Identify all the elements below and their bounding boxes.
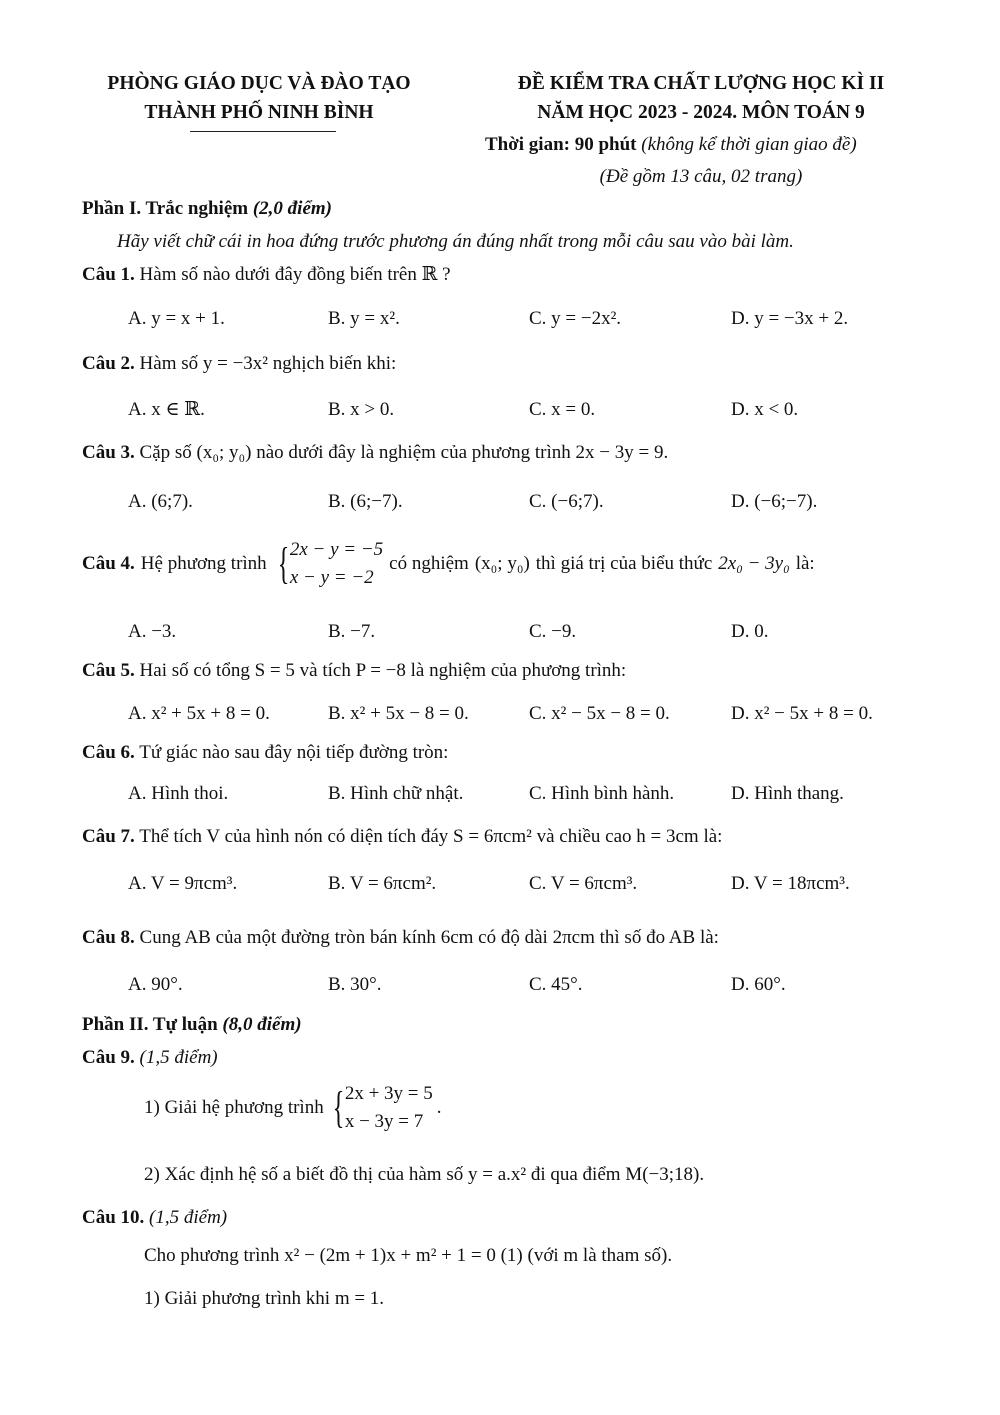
q8-option-d: D. 60°. [731,974,786,995]
question-6: Câu 6. Tứ giác nào sau đây nội tiếp đường tròn: [82,742,449,763]
q3-option-d: D. (−6;−7). [731,491,818,512]
q2-option-a: A. x ∈ ℝ. [128,399,205,420]
q6-option-c: C. Hình bình hành. [529,783,675,804]
q1-option-d: D. y = −3x + 2. [731,308,849,329]
q5-option-b: B. x² + 5x − 8 = 0. [328,703,469,724]
q6-option-b: B. Hình chữ nhật. [328,783,464,804]
exam-time: Thời gian: 90 phút (không kể thời gian giao đề) [485,134,857,155]
q9-item-1: 1) Giải hệ phương trình { 2x + 3y = 5 x − 3y = 7 . [144,1080,442,1135]
q5-option-c: C. x² − 5x − 8 = 0. [529,703,670,724]
question-7: Câu 7. Thể tích V của hình nón có diện tích đáy S = 6πcm² và chiều cao h = 3cm là: [82,826,723,847]
question-1: Câu 1. Hàm số nào dưới đây đồng biến trên ℝ ? [82,264,451,285]
question-4: Câu 4. Hệ phương trình { 2x − y = −5 x − y = −2 có nghiệm (x₀; y₀) thì giá trị của biểu thức 2x₀ − 3y₀ là: [82,536,815,591]
school-dept-line2: THÀNH PHỐ NINH BÌNH [144,102,374,123]
q4-option-b: B. −7. [328,621,376,642]
q8-option-c: C. 45°. [529,974,583,995]
header-underline [190,131,336,132]
q4-option-a: A. −3. [128,621,177,642]
q2-option-b: B. x > 0. [328,399,395,420]
q1-option-c: C. y = −2x². [529,308,622,329]
q10-intro: Cho phương trình x² − (2m + 1)x + m² + 1 = 0 (1) (với m là tham số). [144,1245,673,1266]
question-3: Câu 3. Cặp số (x₀; y₀) nào dưới đây là nghiệm của phương trình 2x − 3y = 9. [82,442,669,463]
q7-option-d: D. V = 18πcm³. [731,873,850,894]
q8-option-a: A. 90°. [128,974,183,995]
q2-option-d: D. x < 0. [731,399,799,420]
exam-pages: (Đề gồm 13 câu, 02 trang) [599,166,803,187]
question-5: Câu 5. Hai số có tổng S = 5 và tích P = −8 là nghiệm của phương trình: [82,660,627,681]
q7-option-a: A. V = 9πcm³. [128,873,238,894]
part1-instruction: Hãy viết chữ cái in hoa đứng trước phương án đúng nhất trong mỗi câu sau vào bài làm. [117,231,794,252]
question-9: Câu 9. (1,5 điểm) [82,1047,218,1068]
q10-item-1: 1) Giải phương trình khi m = 1. [144,1288,385,1309]
q3-option-a: A. (6;7). [128,491,193,512]
school-dept-line1: PHÒNG GIÁO DỤC VÀ ĐÀO TẠO [107,73,411,94]
q4-equation-system: { 2x − y = −5 x − y = −2 [277,538,384,588]
q3-option-c: C. (−6;7). [529,491,604,512]
q1-option-b: B. y = x². [328,308,400,329]
question-8: Câu 8. Cung AB của một đường tròn bán kính 6cm có độ dài 2πcm thì số đo AB là: [82,927,719,948]
part2-title: Phần II. Tự luận (8,0 điểm) [82,1014,302,1035]
exam-year-subject: NĂM HỌC 2023 - 2024. MÔN TOÁN 9 [537,102,865,123]
q9-equation-system: { 2x + 3y = 5 x − 3y = 7 [332,1082,433,1132]
q1-option-a: A. y = x + 1. [128,308,225,329]
question-2: Câu 2. Hàm số y = −3x² nghịch biến khi: [82,353,397,374]
question-10: Câu 10. (1,5 điểm) [82,1207,228,1228]
q3-option-b: B. (6;−7). [328,491,403,512]
q9-item-2: 2) Xác định hệ số a biết đồ thị của hàm số y = a.x² đi qua điểm M(−3;18). [144,1164,705,1185]
q8-option-b: B. 30°. [328,974,382,995]
q5-option-a: A. x² + 5x + 8 = 0. [128,703,270,724]
q6-option-d: D. Hình thang. [731,783,844,804]
q4-option-d: D. 0. [731,621,769,642]
part1-title: Phần I. Trắc nghiệm (2,0 điểm) [82,198,332,219]
q7-option-b: B. V = 6πcm². [328,873,437,894]
q6-option-a: A. Hình thoi. [128,783,229,804]
q4-option-c: C. −9. [529,621,577,642]
q2-option-c: C. x = 0. [529,399,596,420]
q5-option-d: D. x² − 5x + 8 = 0. [731,703,873,724]
exam-title: ĐỀ KIỂM TRA CHẤT LƯỢNG HỌC KÌ II [517,73,885,94]
q7-option-c: C. V = 6πcm³. [529,873,638,894]
